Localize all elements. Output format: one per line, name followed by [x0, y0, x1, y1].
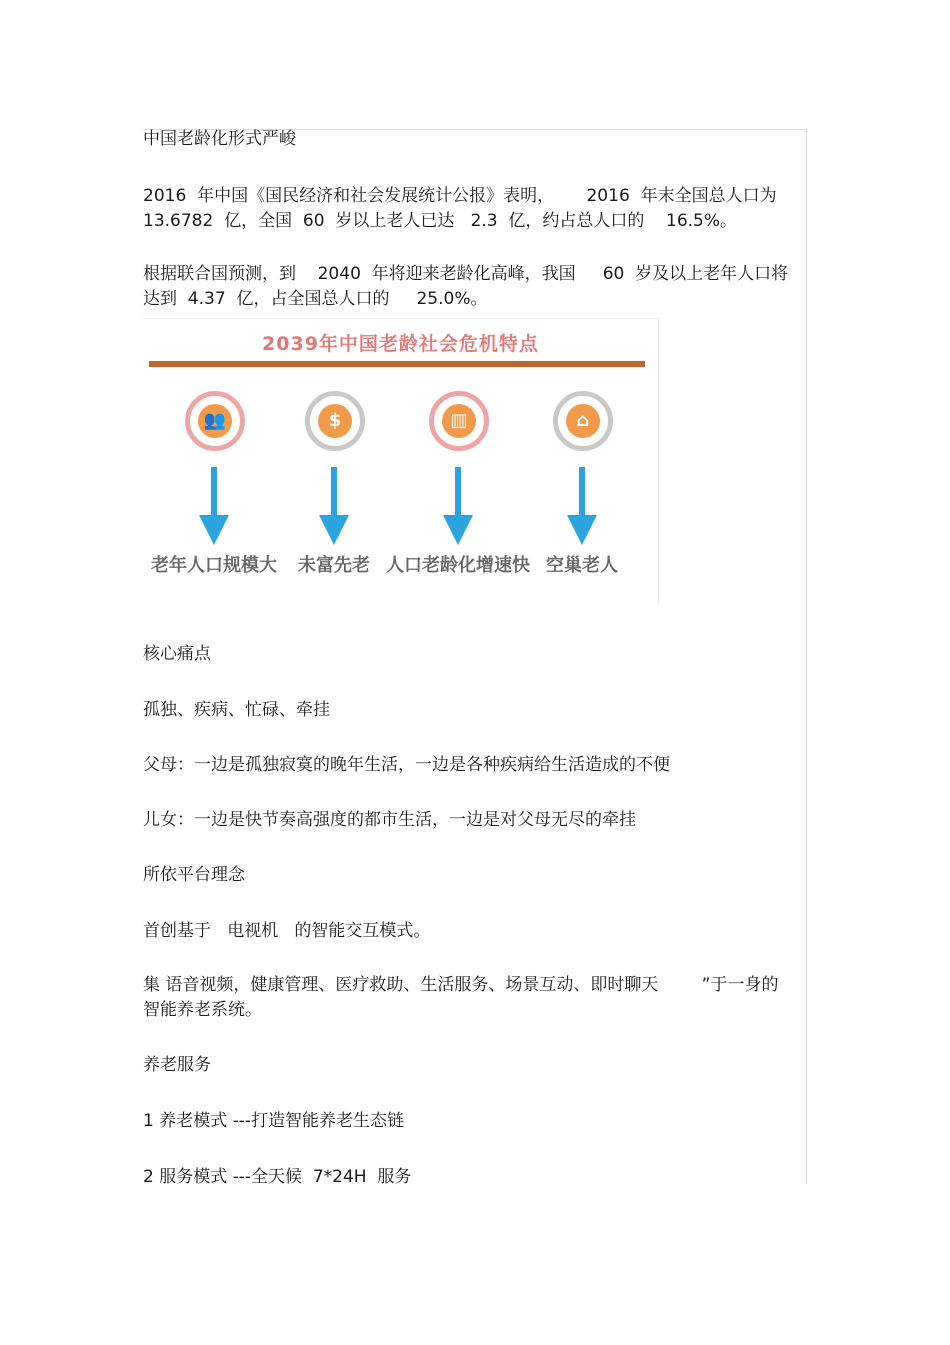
- crisis-label: 人口老龄化增速快: [386, 555, 530, 576]
- paragraph-forecast-line-2: 达到 4.37 亿，占全国总人口的 25.0%。: [143, 289, 488, 309]
- crisis-label: 老年人口规模大: [151, 555, 277, 576]
- paragraph-forecast-line-1: 根据联合国预测，到 2040 年将迎来老龄化高峰，我国 60 岁及以上老年人口将: [143, 264, 789, 284]
- infographic-divider: [149, 361, 645, 367]
- heading-aging: 中国老龄化形式严峻: [143, 129, 296, 149]
- children-paragraph: 儿女：一边是快节奏高强度的都市生活，一边是对父母无尽的牵挂: [143, 810, 636, 830]
- pain-keywords: 孤独、疾病、忙碌、牵挂: [143, 700, 330, 720]
- platform-collect-line-1: 集 语音视频，健康管理、医疗救助、生活服务、场景互动、即时聊天 ”于一身的: [143, 975, 779, 995]
- service-item-1: 1 养老模式 ---打造智能养老生态链: [143, 1111, 405, 1131]
- down-arrow-icon: [331, 467, 337, 517]
- bar-chart-icon: ▥: [429, 391, 489, 451]
- paragraph-stats-line-1: 2016 年中国《国民经济和社会发展统计公报》表明， 2016 年末全国总人口为: [143, 186, 777, 206]
- heading-platform: 所依平台理念: [143, 865, 245, 885]
- people-icon: 👥: [185, 391, 245, 451]
- infographic-title: 2039年中国老龄社会危机特点: [262, 333, 539, 355]
- down-arrow-icon: [579, 467, 585, 517]
- crisis-label: 空巢老人: [546, 555, 618, 576]
- page-frame-right: [806, 129, 807, 1184]
- crisis-item: [517, 389, 647, 589]
- house-icon: ⌂: [553, 391, 613, 451]
- platform-first: 首创基于 电视机 的智能交互模式。: [143, 921, 431, 941]
- heading-service: 养老服务: [143, 1055, 211, 1075]
- parents-paragraph: 父母：一边是孤独寂寞的晚年生活，一边是各种疾病给生活造成的不便: [143, 755, 670, 775]
- service-item-2: 2 服务模式 ---全天候 7*24H 服务: [143, 1167, 412, 1187]
- heading-pain-points: 核心痛点: [143, 644, 211, 664]
- aging-crisis-infographic: [143, 318, 659, 604]
- money-bag-icon: $: [305, 391, 365, 451]
- down-arrow-icon: [455, 467, 461, 517]
- paragraph-stats-line-2: 13.6782 亿，全国 60 岁以上老人已达 2.3 亿，约占总人口的 16.5%。: [143, 211, 738, 231]
- crisis-label: 未富先老: [298, 555, 370, 576]
- down-arrow-icon: [211, 467, 217, 517]
- platform-collect-line-2: 智能养老系统。: [143, 1000, 262, 1020]
